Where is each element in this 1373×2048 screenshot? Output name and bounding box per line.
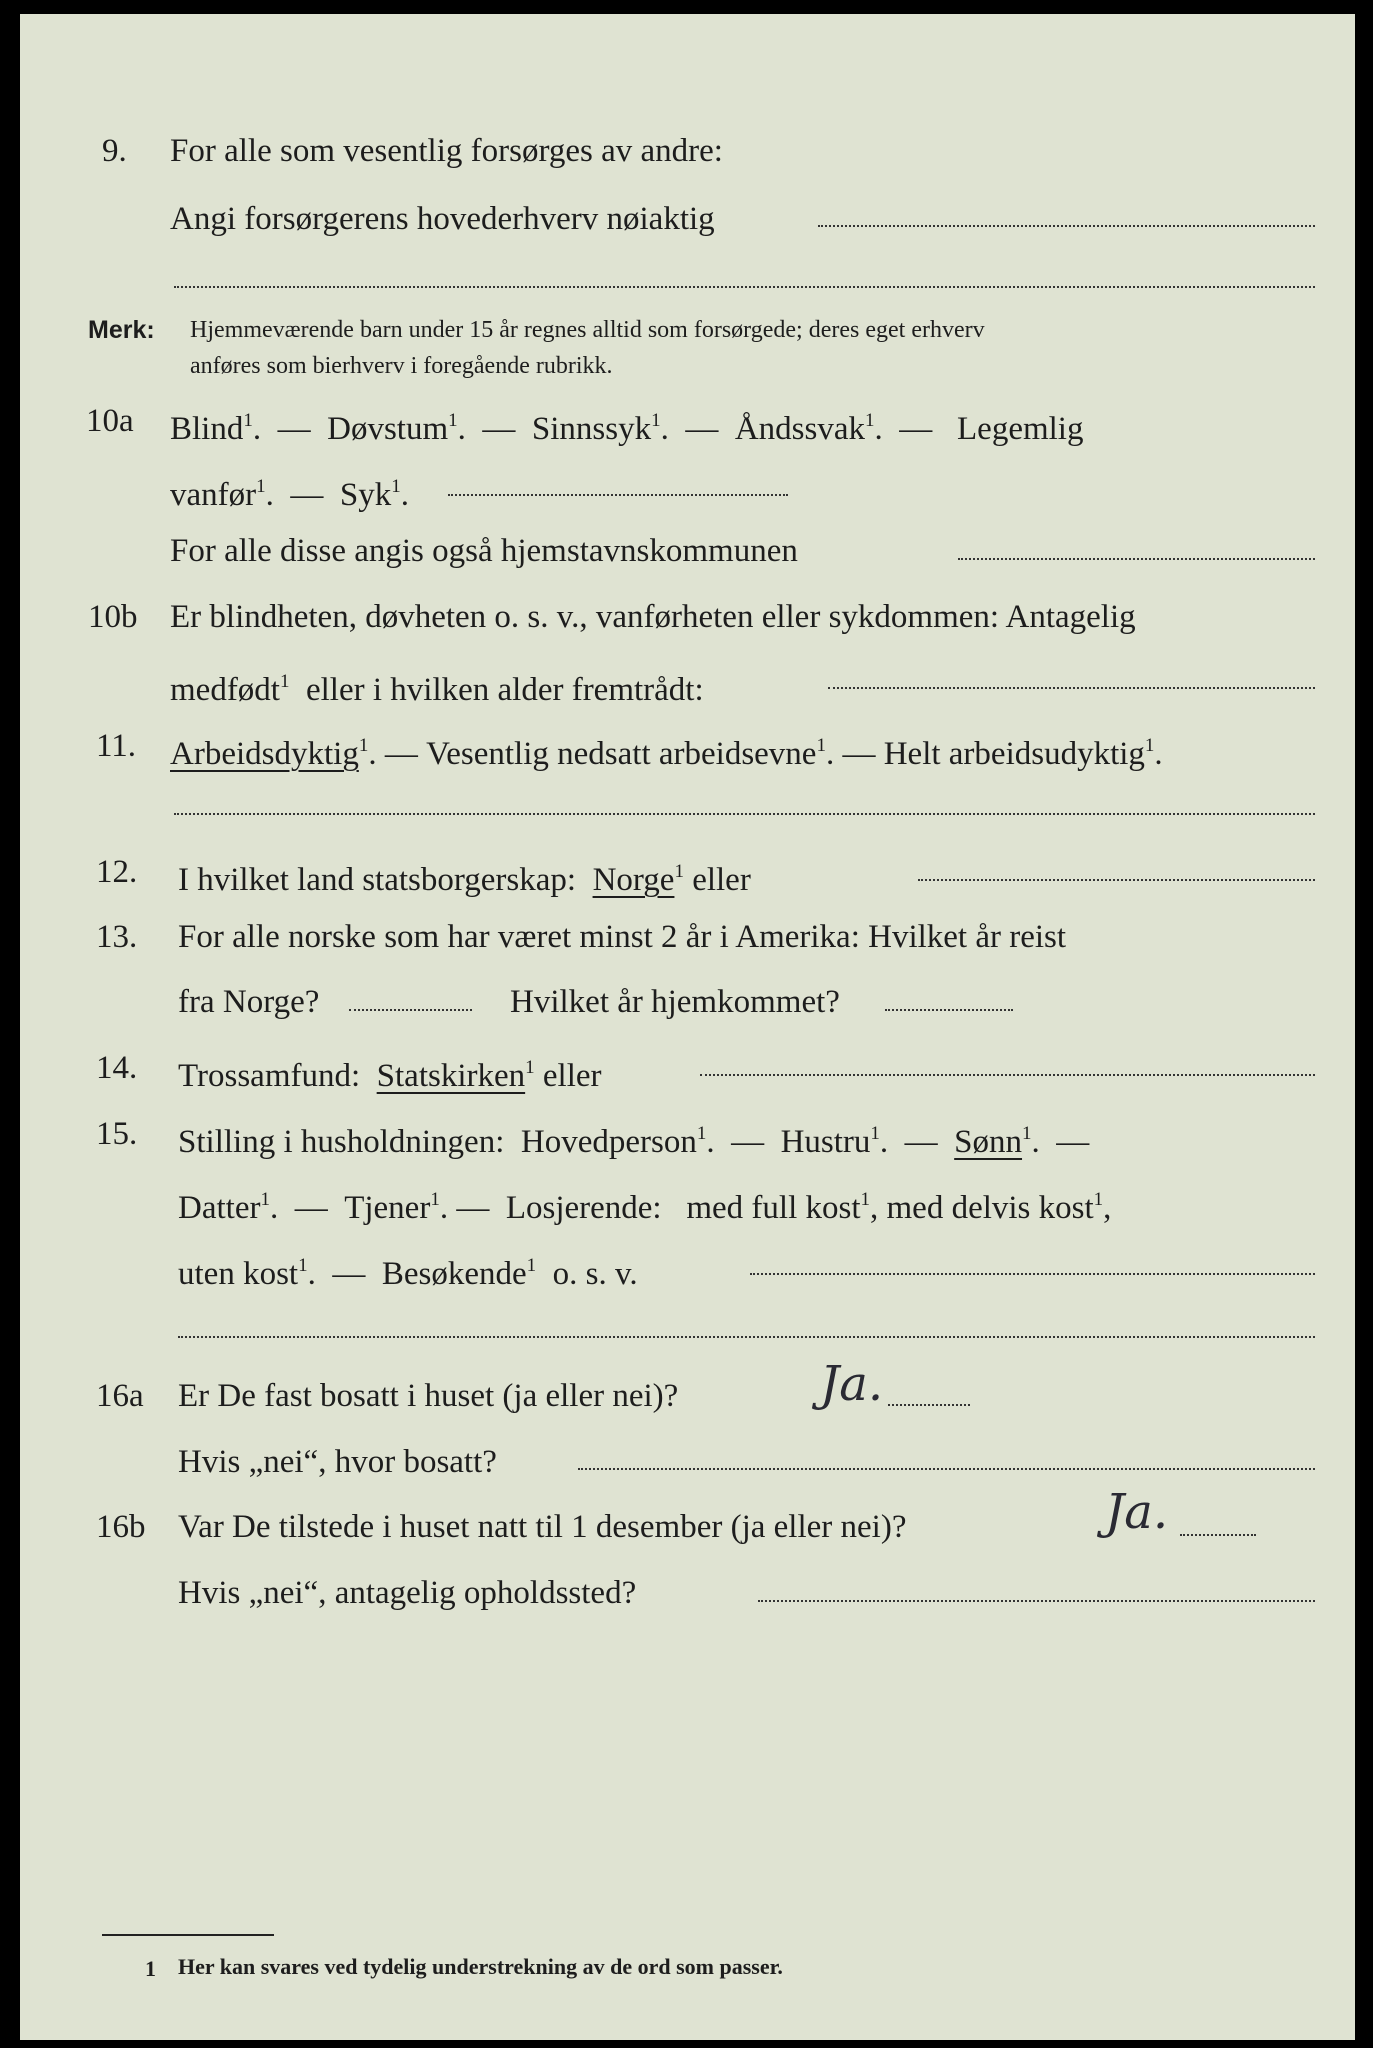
q15-line3: uten kost$^1$. — Besøkende$^1$ o. s. v.: [178, 1255, 638, 1292]
q12-number: 12.: [96, 854, 138, 890]
opt-sinnssyk[interactable]: Sinnssyk: [531, 411, 652, 447]
q11-number: 11.: [96, 728, 137, 764]
q16a-bosatt-field[interactable]: [578, 1468, 1315, 1470]
opt-besokende[interactable]: Besøkende: [381, 1256, 527, 1292]
q16b-line1: Var De tilstede i huset natt til 1 desember (ja eller nei)?: [178, 1509, 907, 1545]
q16a-line2: Hvis „nei“, hvor bosatt?: [178, 1444, 497, 1480]
q10b-number: 10b: [88, 599, 138, 635]
q10a-syk-field[interactable]: [448, 494, 788, 496]
q10a-number: 10a: [86, 403, 134, 439]
q12-line: I hvilket land statsborgerskap: Norge$^1$ eller: [178, 861, 751, 898]
q10a-hjemstavn-field[interactable]: [958, 558, 1315, 560]
q13-number: 13.: [96, 919, 138, 955]
q11-answer-field[interactable]: [174, 813, 1315, 815]
footnote-rule: [102, 1934, 274, 1936]
q9-answer-field[interactable]: [818, 225, 1315, 227]
q10a-line1: Blind$^1$. — Døvstum$^1$. — Sinnssyk$^1$. — Åndssvak$^1$. — Legemlig: [170, 410, 1084, 447]
q16a-number: 16a: [96, 1378, 144, 1414]
q16b-opholdssted-field[interactable]: [758, 1600, 1315, 1602]
opt-full-kost[interactable]: med full kost: [686, 1190, 861, 1226]
q9-line2: Angi forsørgerens hovederhverv nøiaktig: [170, 201, 715, 237]
opt-statskirken-underlined[interactable]: Statskirken: [376, 1058, 526, 1094]
census-form-page: [20, 14, 1355, 2040]
q13-reist-field[interactable]: [349, 1009, 472, 1011]
footnote-mark: 1: [145, 1956, 156, 1981]
q16a-handwritten-answer: Ja.: [820, 1356, 884, 1412]
q16b-answer-field[interactable]: [1180, 1534, 1256, 1536]
q14-line: Trossamfund: Statskirken$^1$ eller: [178, 1057, 602, 1094]
opt-norge-underlined[interactable]: Norge: [592, 862, 675, 898]
opt-vanfor[interactable]: vanfør: [170, 477, 257, 513]
q16a-answer-field[interactable]: [888, 1404, 970, 1406]
merk-label: Merk:: [88, 316, 155, 344]
q14-number: 14.: [96, 1050, 138, 1086]
q9-number: 9.: [102, 133, 127, 169]
q10a-line2: vanfør$^1$. — Syk$^1$.: [170, 476, 409, 513]
opt-arbeidsdyktig-underlined[interactable]: Arbeidsdyktig: [170, 736, 359, 772]
opt-syk[interactable]: Syk: [339, 477, 392, 513]
footnote-text: Her kan svares ved tydelig understrekning av de ord som passer.: [178, 1954, 783, 1979]
q16b-number: 16b: [96, 1509, 146, 1545]
opt-sonn-underlined[interactable]: Sønn: [954, 1124, 1023, 1160]
q16a-line1: Er De fast bosatt i huset (ja eller nei)?: [178, 1378, 679, 1414]
q11-line: Arbeidsdyktig$^1$. — Vesentlig nedsatt arbeidsevne$^1$. — Helt arbeidsudyktig$^1$.: [170, 735, 1163, 772]
q16b-handwritten-answer: Ja.: [1105, 1484, 1169, 1540]
q10b-line2: medfødt$^1$ eller i hvilken alder fremtrådt:: [170, 671, 704, 708]
opt-hovedperson[interactable]: Hovedperson: [520, 1124, 697, 1160]
q15-answer-field-2[interactable]: [178, 1336, 1315, 1338]
opt-medfodt[interactable]: medfødt: [170, 672, 280, 708]
q13-line2b: Hvilket år hjemkommet?: [510, 984, 840, 1020]
q13-line1: For alle norske som har været minst 2 år i Amerika: Hvilket år reist: [178, 919, 1067, 955]
q12-answer-field[interactable]: [918, 879, 1315, 881]
opt-tjener[interactable]: Tjener: [344, 1190, 431, 1226]
opt-nedsatt[interactable]: Vesentlig nedsatt arbeidsevne: [426, 736, 817, 772]
q15-number: 15.: [96, 1116, 138, 1152]
q10a-line3: For alle disse angis også hjemstavnskommunen: [170, 533, 798, 569]
opt-hustru[interactable]: Hustru: [780, 1124, 871, 1160]
merk-line1: Hjemmeværende barn under 15 år regnes alltid som forsørgede; deres eget erhverv: [190, 317, 985, 343]
opt-andssvak[interactable]: Åndssvak: [734, 411, 866, 447]
q15-answer-field[interactable]: [750, 1273, 1315, 1275]
q15-line1: Stilling i husholdningen: Hovedperson$^1$. — Hustru$^1$. — Sønn$^1$. —: [178, 1123, 1090, 1160]
q16b-line2: Hvis „nei“, antagelig opholdssted?: [178, 1575, 637, 1611]
q9-line1: For alle som vesentlig forsørges av andre:: [170, 133, 723, 169]
merk-line2: anføres som bierhverv i foregående rubrikk.: [190, 353, 613, 379]
opt-delvis-kost[interactable]: med delvis kost: [886, 1190, 1094, 1226]
q10b-line1: Er blindheten, døvheten o. s. v., vanførheten eller sykdommen: Antagelig: [170, 599, 1136, 635]
q13-line2a: fra Norge?: [178, 984, 320, 1020]
q10b-answer-field[interactable]: [828, 687, 1315, 689]
opt-dovstum[interactable]: Døvstum: [327, 411, 449, 447]
opt-datter[interactable]: Datter: [178, 1190, 261, 1226]
opt-uten-kost[interactable]: uten kost: [178, 1256, 299, 1292]
q14-answer-field[interactable]: [700, 1074, 1315, 1076]
opt-blind[interactable]: Blind: [170, 411, 244, 447]
opt-legemlig[interactable]: Legemlig: [957, 411, 1084, 447]
q13-hjemkommet-field[interactable]: [885, 1009, 1013, 1011]
q15-line2: Datter$^1$. — Tjener$^1$. — Losjerende: med full kost$^1$, med delvis kost$^1$,: [178, 1189, 1112, 1226]
q9-answer-field-2[interactable]: [174, 286, 1315, 288]
opt-udyktig[interactable]: Helt arbeidsudyktig: [883, 736, 1145, 772]
